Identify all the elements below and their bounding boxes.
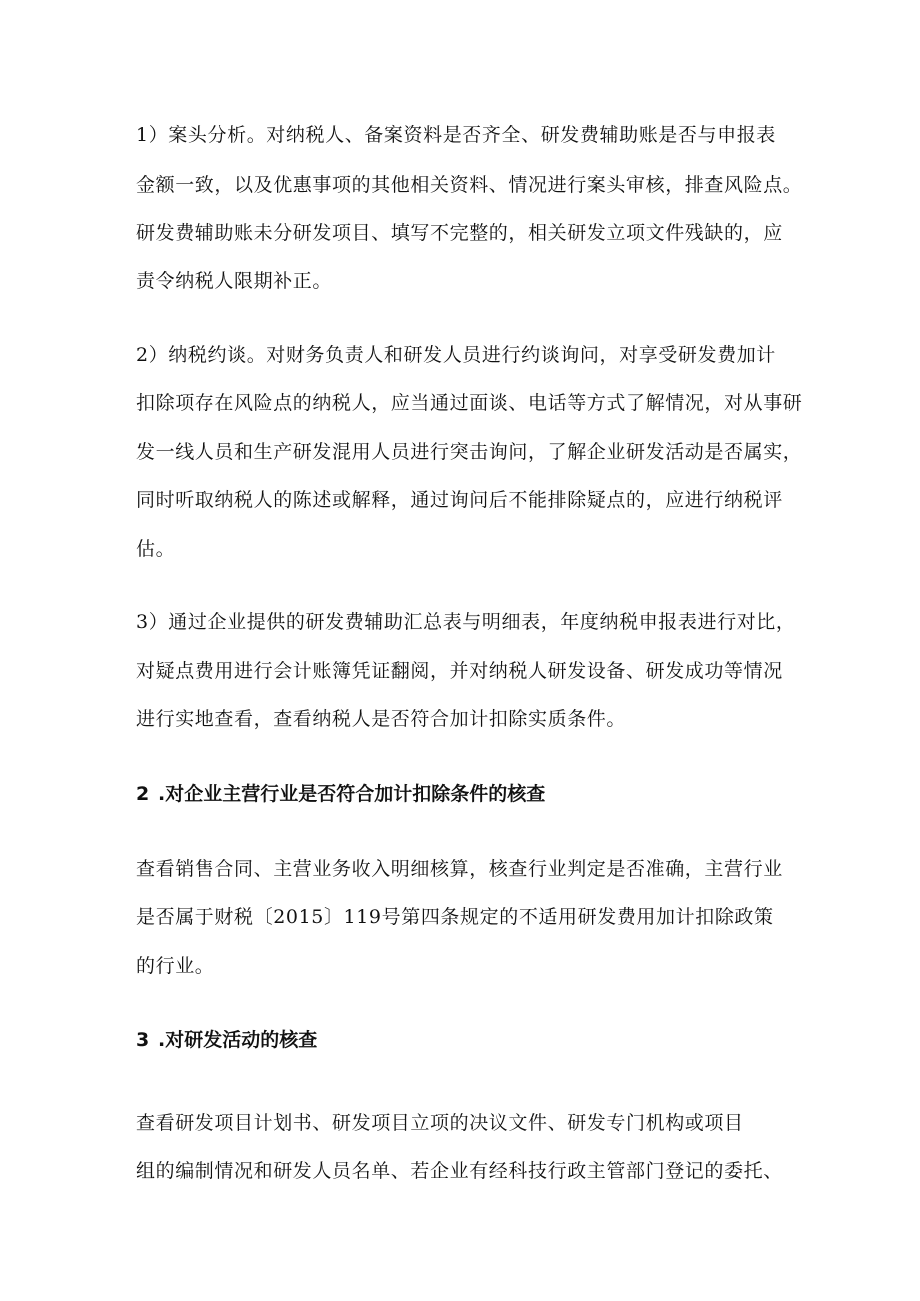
heading-number: 2 <box>136 783 150 805</box>
paragraph-line: 责令纳税人限期补正。 <box>136 270 333 292</box>
paragraph-line: 金额一致，以及优惠事项的其他相关资料、情况进行案头审核，排查风险点。 <box>136 174 803 196</box>
section-heading-industry <box>136 781 545 807</box>
paragraph-line: 1）案头分析。对纳税人、备案资料是否齐全、研发费辅助账是否与申报表 <box>136 124 776 146</box>
paragraph-line: 3）通过企业提供的研发费辅助汇总表与明细表，年度纳税申报表进行对比， <box>136 611 796 633</box>
paragraph-line: 估。 <box>136 538 176 560</box>
paragraph-line: 查看研发项目计划书、研发项目立项的决议文件、研发专门机构或项目 <box>136 1112 744 1134</box>
paragraph-line: 查看销售合同、主营业务收入明细核算，核查行业判定是否准确，主营行业 <box>136 858 783 880</box>
section-heading-rd-activity <box>136 1027 317 1053</box>
paragraph-line: 对疑点费用进行会计账簿凭证翻阅，并对纳税人研发设备、研发成功等情况 <box>136 660 783 682</box>
heading-text: .对企业主营行业是否符合加计扣除条件的核查 <box>158 783 546 805</box>
heading-text: .对研发活动的核查 <box>158 1029 318 1051</box>
paragraph-line: 研发费辅助账未分研发项目、填写不完整的，相关研发立项文件残缺的，应 <box>136 222 783 244</box>
paragraph-line: 进行实地查看，查看纳税人是否符合加计扣除实质条件。 <box>136 708 627 730</box>
paragraph-line: 发一线人员和生产研发混用人员进行突击询问，了解企业研发活动是否属实， <box>136 441 803 463</box>
heading-number: 3 <box>136 1029 150 1051</box>
paragraph-line: 扣除项存在风险点的纳税人，应当通过面谈、电话等方式了解情况，对从事研 <box>136 392 803 414</box>
paragraph-line: 的行业。 <box>136 955 215 977</box>
paragraph-line: 2）纳税约谈。对财务负责人和研发人员进行约谈询问，对享受研发费加计 <box>136 344 776 366</box>
paragraph-line: 同时听取纳税人的陈述或解释，通过询问后不能排除疑点的，应进行纳税评 <box>136 489 783 511</box>
paragraph-line: 组的编制情况和研发人员名单、若企业有经科技行政主管部门登记的委托、 <box>136 1160 783 1182</box>
paragraph-line: 是否属于财税〔2015〕119号第四条规定的不适用研发费用加计扣除政策 <box>136 906 774 928</box>
